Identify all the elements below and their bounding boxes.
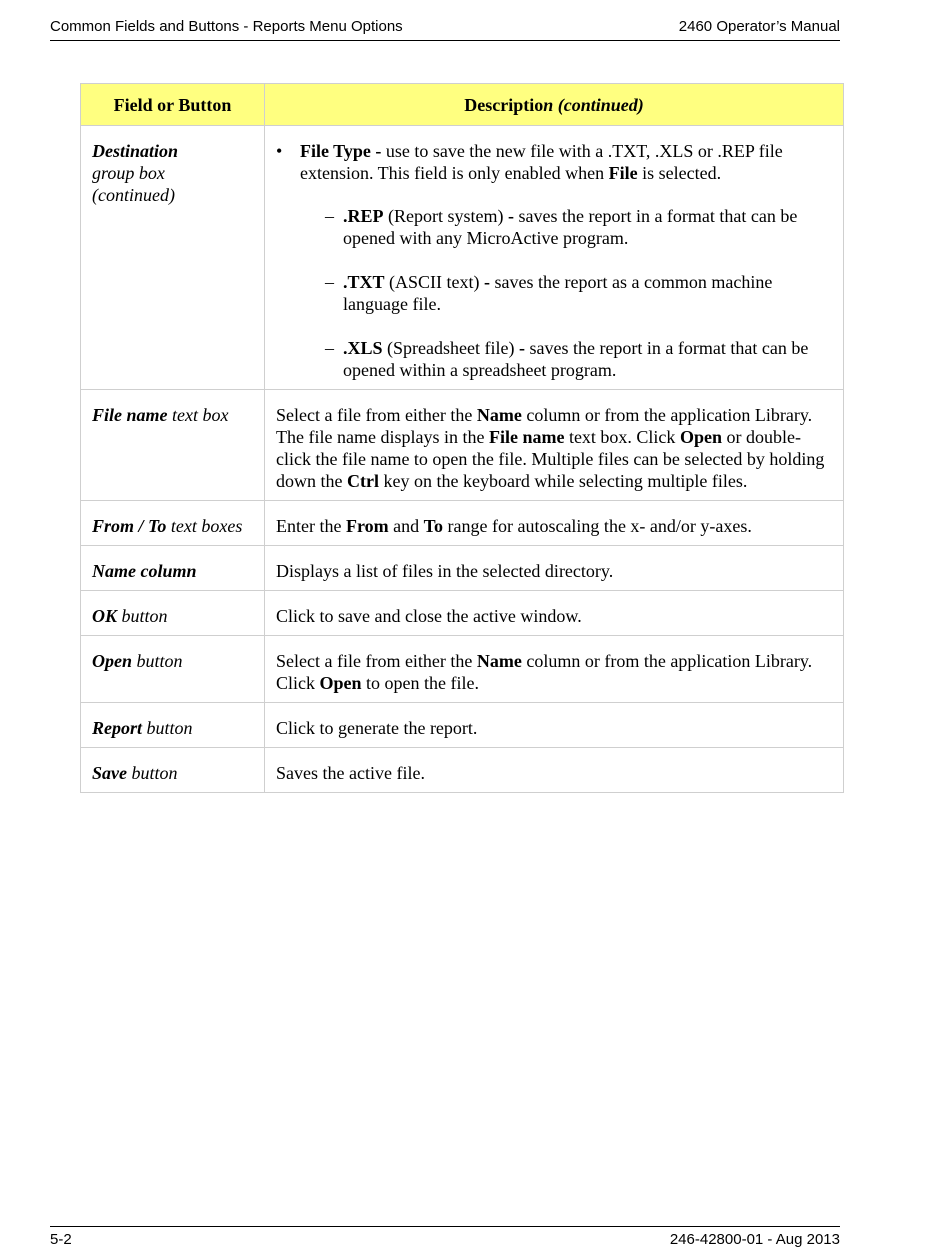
field-cell	[81, 636, 265, 703]
field-name: File name	[92, 405, 168, 425]
bullet-text-end: is selected.	[637, 163, 722, 183]
rep-dash: -	[507, 206, 514, 226]
field-cell	[81, 126, 265, 390]
table-header-row	[81, 84, 844, 126]
document-number: 246-42800-01 - Aug 2013	[669, 1231, 840, 1248]
desc-text: column or from the application Library. The file name displays in the	[276, 405, 813, 447]
fields-buttons-table	[80, 83, 844, 793]
table-row-save-button	[81, 748, 844, 793]
txt-subitem	[276, 271, 835, 315]
field-name: Destination	[92, 141, 179, 161]
desc-text: key on the keyboard while selecting multiple files.	[378, 471, 748, 491]
field-cell	[81, 703, 265, 748]
field-continued: (continued)	[92, 185, 175, 205]
description-cell	[265, 501, 844, 546]
desc-bold: Name	[476, 405, 522, 425]
desc-text: range for autoscaling the x- and/or y-axes.	[443, 516, 752, 536]
description-cell	[265, 390, 844, 501]
rep-paren: (Report system)	[383, 206, 508, 226]
page-number: 5-2	[50, 1231, 72, 1248]
bullet-bold-term: File	[608, 163, 638, 183]
desc-text: Select a file from either the	[276, 405, 477, 425]
desc-text: and	[388, 516, 424, 536]
desc-text: or double-click the file name to open the file. Multiple files can be selected by holding down the	[276, 427, 825, 491]
desc-text: column or from the application Library. Click	[276, 651, 813, 693]
desc-bold: Name	[476, 651, 522, 671]
txt-paren: (ASCII text)	[384, 272, 484, 292]
field-name: Save	[92, 763, 127, 783]
desc-text: text box. Click	[564, 427, 680, 447]
xls-text: saves the report in a format that can be opened within a spreadsheet program.	[343, 338, 809, 380]
xls-subitem	[276, 337, 835, 381]
description-cell: Click to save and close the active window.	[265, 591, 844, 636]
column-header-description-text: Descriptio	[464, 94, 544, 115]
bullet-term: File Type -	[300, 141, 382, 161]
txt-term: .TXT	[343, 272, 385, 292]
bullet-mark: •	[276, 141, 283, 161]
description-cell: Click to generate the report.	[265, 703, 844, 748]
dash-mark: –	[325, 272, 334, 292]
field-type: button	[127, 763, 178, 783]
file-type-bullet	[276, 140, 835, 184]
header-manual-title: 2460 Operator’s Manual	[678, 18, 840, 35]
rep-term: .REP	[343, 206, 384, 226]
desc-bold: Open	[679, 427, 722, 447]
field-name: Open	[92, 651, 132, 671]
desc-text: Enter the	[276, 516, 346, 536]
dash-mark: –	[325, 206, 334, 226]
desc-bold: File name	[488, 427, 565, 447]
field-cell	[81, 390, 265, 501]
field-type: button	[117, 606, 168, 626]
txt-dash: -	[484, 272, 490, 292]
table-row-name-column	[81, 546, 844, 591]
field-cell	[81, 748, 265, 793]
field-type: group box	[92, 163, 165, 183]
page-header	[50, 16, 840, 41]
description-cell	[265, 636, 844, 703]
description-cell: Saves the active file.	[265, 748, 844, 793]
desc-bold: From	[345, 516, 389, 536]
field-type: text boxes	[166, 516, 243, 536]
field-type: text box	[167, 405, 229, 425]
table-row-open-button	[81, 636, 844, 703]
table-row-from-to	[81, 501, 844, 546]
desc-bold: Ctrl	[347, 471, 379, 491]
field-type: button	[142, 718, 193, 738]
dash-mark: –	[325, 338, 334, 358]
table-row-destination	[81, 126, 844, 390]
page-footer	[50, 1226, 840, 1251]
desc-text: to open the file.	[361, 673, 479, 693]
xls-term: .XLS	[343, 338, 383, 358]
description-cell: Displays a list of files in the selected directory.	[265, 546, 844, 591]
field-name: From / To	[92, 516, 167, 536]
field-name: Report	[92, 718, 143, 738]
txt-text: saves the report as a common machine language file.	[343, 272, 773, 314]
rep-text: saves the report in a format that can be opened with any MicroActive program.	[343, 206, 798, 248]
table-row-file-name	[81, 390, 844, 501]
desc-text: Select a file from either the	[276, 651, 477, 671]
rep-subitem	[276, 205, 835, 249]
desc-bold: To	[423, 516, 443, 536]
desc-bold: Open	[319, 673, 362, 693]
field-cell	[81, 546, 265, 591]
field-cell	[81, 501, 265, 546]
description-cell	[265, 126, 844, 390]
field-cell	[81, 591, 265, 636]
bullet-text: use to save the new file with a .TXT, .XLS or .REP file extension. This field is only enabled when	[300, 141, 783, 183]
xls-dash: -	[518, 338, 525, 358]
field-type: button	[132, 651, 183, 671]
field-name: OK	[92, 606, 118, 626]
table-row-report-button	[81, 703, 844, 748]
table-row-ok-button	[81, 591, 844, 636]
header-section-title: Common Fields and Buttons - Reports Menu Options	[50, 18, 403, 35]
column-header-continued: n (continued)	[543, 94, 644, 115]
column-header-field: Field or Button	[81, 84, 265, 126]
column-header-description	[265, 84, 844, 126]
field-name: Name column	[92, 561, 197, 581]
xls-paren: (Spreadsheet file)	[382, 338, 519, 358]
